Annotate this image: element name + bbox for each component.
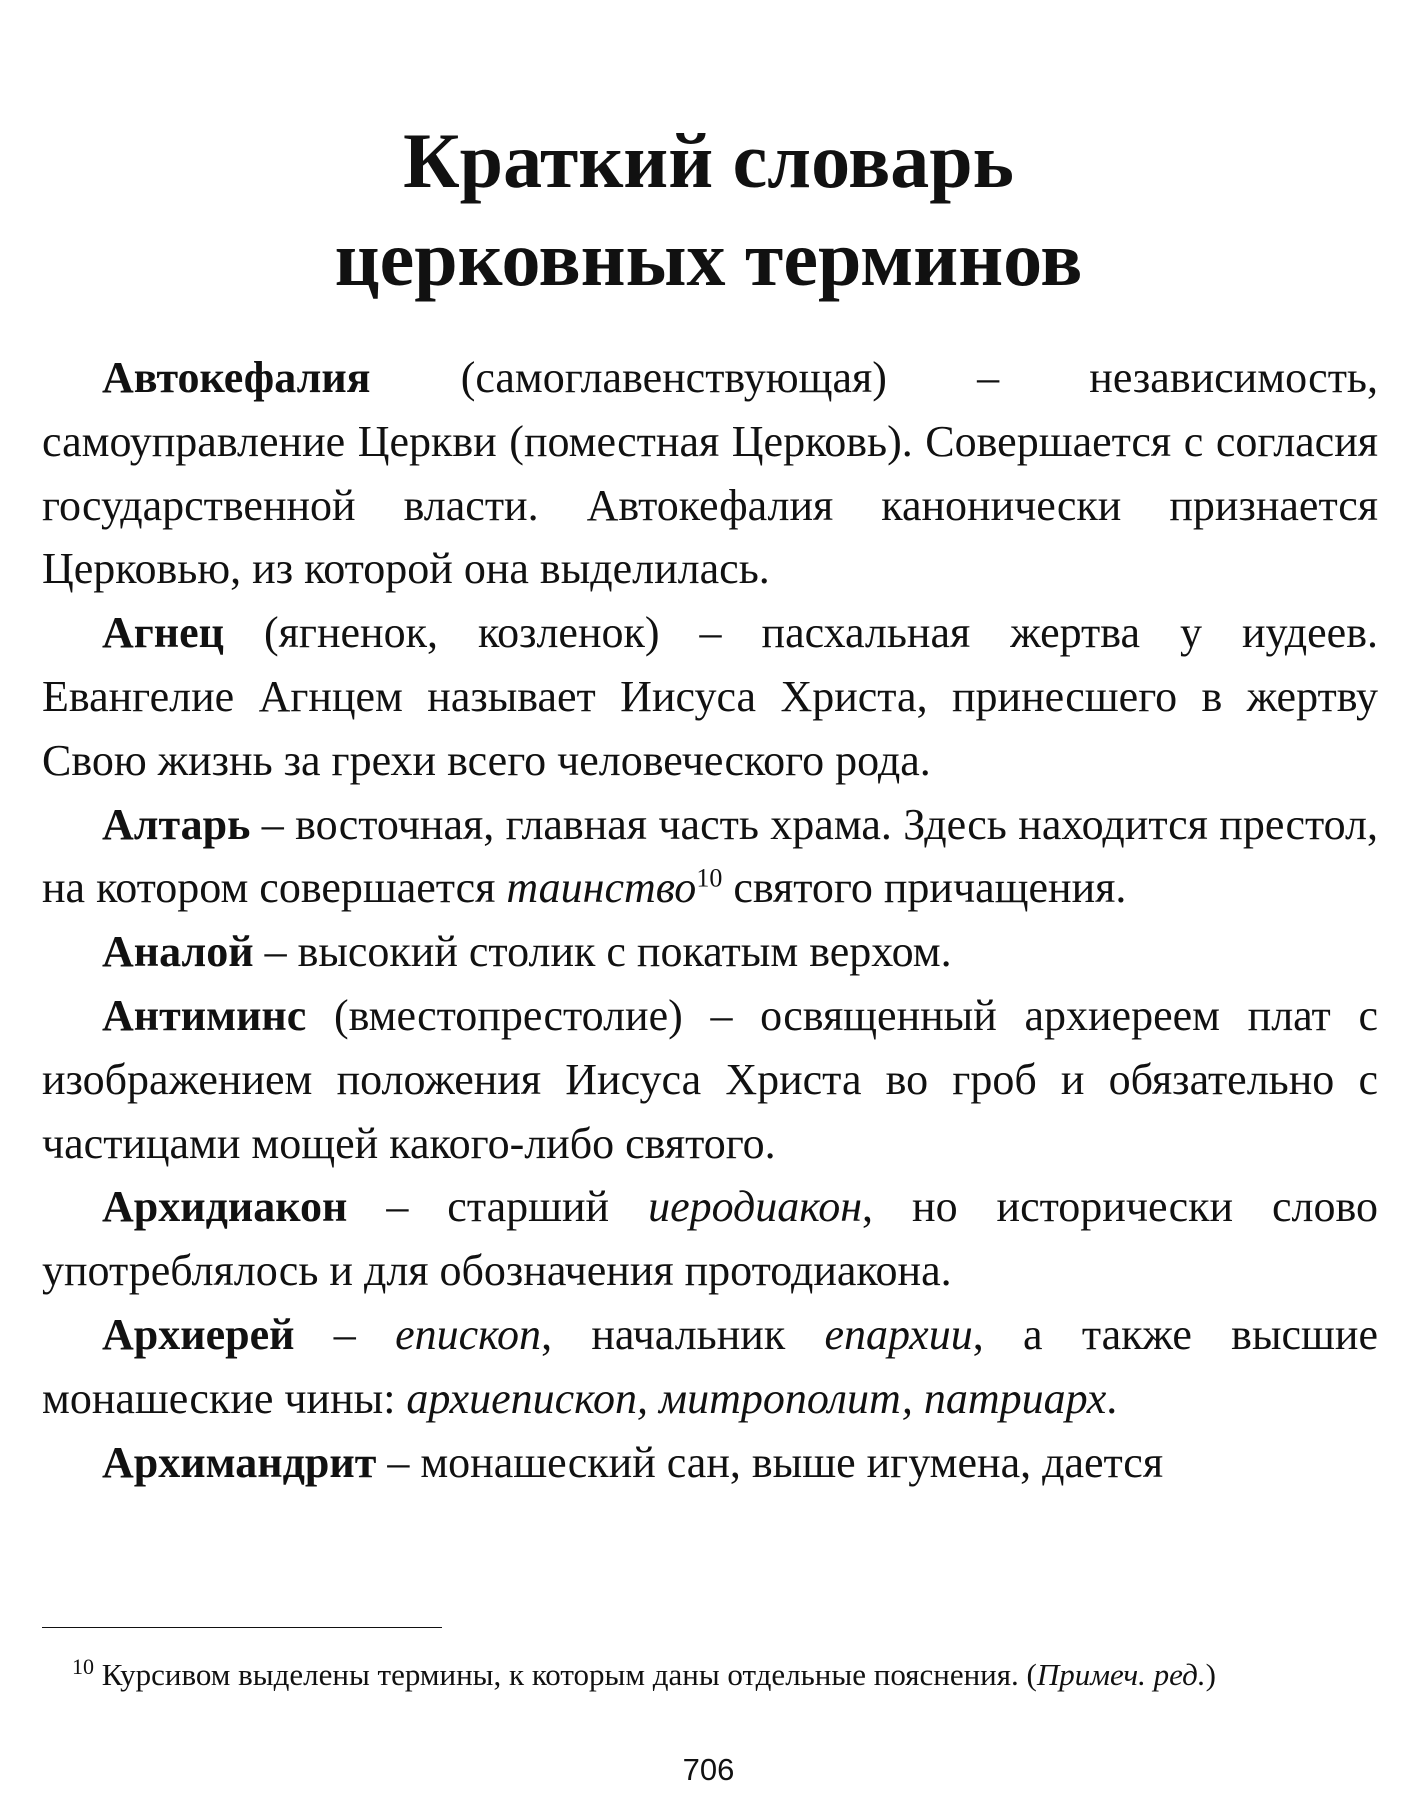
glossary-entry — [42, 346, 1378, 601]
entry-term: Аналой — [102, 927, 254, 977]
entry-definition: , начальник — [541, 1309, 825, 1359]
entry-term: Алтарь — [102, 799, 251, 849]
footnote-italic: Примеч. ред. — [1036, 1657, 1206, 1692]
title-line-1: Краткий словарь — [403, 117, 1014, 204]
italic-term: таинство — [506, 863, 697, 913]
entry-definition: – старший — [347, 1182, 649, 1232]
entry-definition: (самоглавенствующая) – независимость, самоуправление Церкви (поместная Церковь). Совершается с согласия государственной власти. Автокефалия канонически признается Церковью, из которой она выделилась. — [42, 353, 1378, 594]
glossary-entry — [42, 1303, 1378, 1431]
entry-definition: – монашеский сан, выше игумена, дается — [376, 1437, 1164, 1487]
glossary-entry — [42, 1431, 1378, 1495]
entry-term: Автокефалия — [102, 353, 371, 402]
italic-term: епископ — [395, 1309, 542, 1359]
footnote-reference: 10 — [696, 863, 723, 893]
entry-definition: (ягненок, козленок) – пасхальная жертва у иудеев. Евангелие Агнцем называет Иисуса Христа, принесшего в жертву Свою жизнь за грехи всего человеческого рода. — [42, 608, 1378, 785]
page-title — [0, 112, 1417, 308]
glossary-body — [42, 346, 1378, 1494]
italic-term: архиепископ, митрополит, патриарх — [406, 1373, 1107, 1423]
glossary-entry — [42, 920, 1378, 984]
entry-definition: – высокий столик с покатым верхом. — [253, 927, 952, 977]
glossary-entry — [42, 601, 1378, 792]
entry-term: Архидиакон — [102, 1182, 348, 1232]
glossary-entry — [42, 1175, 1378, 1303]
entry-definition: – — [294, 1309, 396, 1359]
italic-term: иеродиакон — [648, 1182, 863, 1232]
entry-definition: (вместопрестолие) – освященный архиереем плат с изображением положения Иисуса Христа во гроб и обязательно с частицами мощей какого-либо святого. — [42, 990, 1378, 1168]
footnote — [42, 1652, 1378, 1698]
footnote-mark: 10 — [72, 1653, 94, 1679]
entry-definition: – восточная, главная часть храма. Здесь находится престол, на котором совершается — [42, 799, 1378, 913]
title-line-2: церковных терминов — [334, 215, 1083, 302]
footnote-close: ) — [1205, 1657, 1216, 1692]
glossary-entry — [42, 793, 1378, 921]
footnote-text: Курсивом выделены термины, к которым даны отдельные пояснения. ( — [94, 1657, 1037, 1692]
entry-definition: святого причащения. — [722, 863, 1127, 913]
entry-term: Антиминс — [102, 990, 307, 1040]
entry-term: Архиерей — [102, 1309, 295, 1359]
entry-definition: . — [1106, 1373, 1118, 1423]
entry-definition: , но исторически слово употреблялось и для обозначения протодиакона. — [42, 1182, 1378, 1296]
italic-term: епархии — [824, 1309, 973, 1359]
entry-term: Агнец — [102, 608, 224, 658]
entry-definition: , а также высшие монашеские чины: — [42, 1309, 1379, 1423]
page-number: 706 — [682, 1752, 735, 1787]
footnote-divider — [42, 1627, 442, 1628]
glossary-entry — [42, 984, 1378, 1175]
entry-term: Архимандрит — [102, 1437, 377, 1487]
